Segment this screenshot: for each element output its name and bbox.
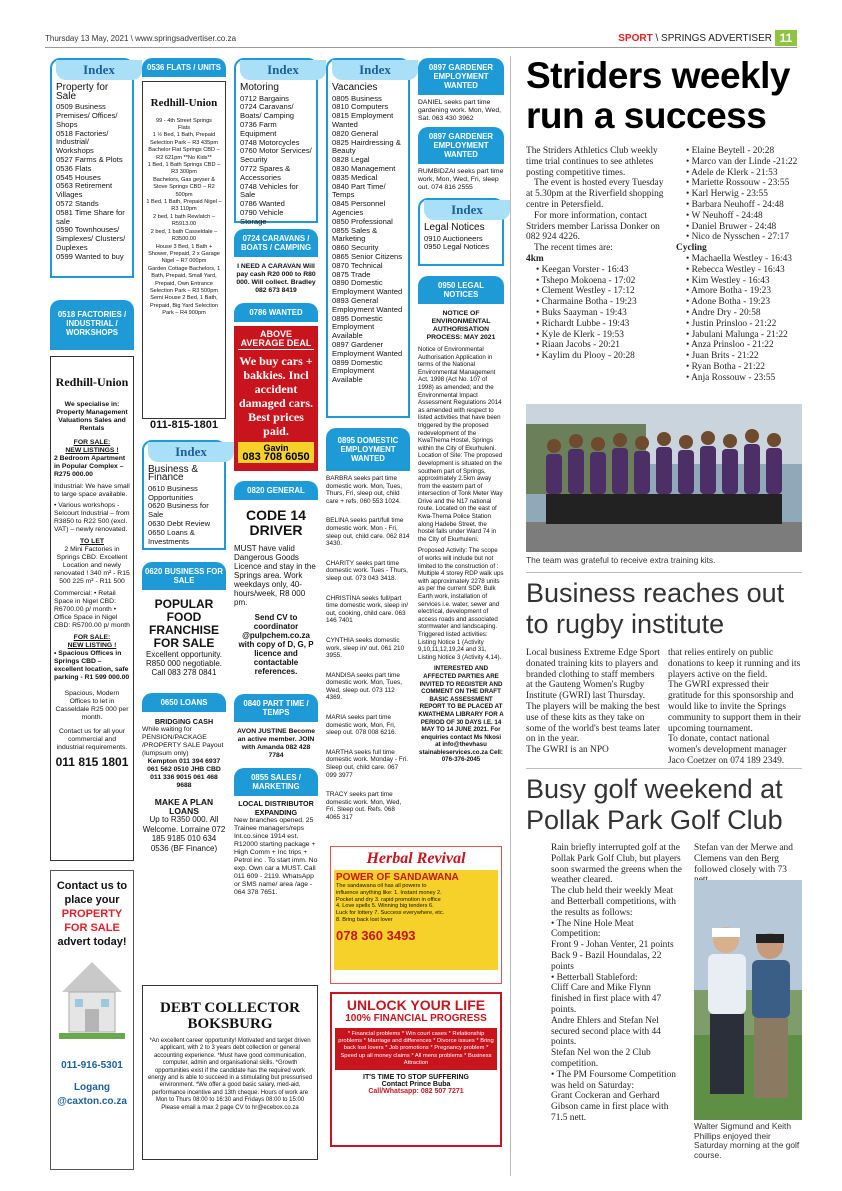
index-item: 0870 Technical: [332, 260, 383, 270]
flats-listings: 99 - 4th Street Springs Flats 1 ½ Bed, 1 Bath, Prepaid Selection Park – R3 435pm Bachelor Flat Springs CBD – R2 621pm **No Kids** 1 Bed, 1 Bath Springs CBD – R3 300pm Bachelors, Gas geyser & Stove Springs CBD – R2 500pm 1 Bed, 1 Bath, Prepaid Nigel – R3 110pm 2 bed, 1 bath Rewlatch – R5913.00 2 bed, 1 bath Casseldale – R3500.00 House 3 Bed, 1 Bath + Shower, Prepaid, 2 x Garage Nigel – R7 000pm Garden Cottage Bachelors, 1 Bath, Prepaid, Small Yard, Prepaid, Own Entrance Selection Park – R3 500pm Semi House 2 Bed, 1 Bath, Prepaid, Big Yard Selection Park – R4 900pm: [146, 117, 222, 317]
result-item: • Tshepo Mokoena - 17:02: [536, 275, 636, 286]
result-item: • Rebecca Westley - 16:43: [686, 264, 785, 275]
result-item: • Jabulani Malunga - 21:22: [686, 329, 788, 340]
column-divider: [510, 56, 511, 1176]
cycling-label: Cycling: [676, 243, 707, 254]
golf-col-left: Rain briefly interrupted golf at the Pollak Park Golf Club, but players soon swarmed the greens when the weather cleared. The club held their weekly Meat and Betterball competitions, with the results as follows: • The Nine Hole Meat Competition: Front 9 - Johan Venter, 21 points Back 9 - Bazil Houndalas, 22 points • Betterball Stableford: Cliff Care and Mike Flynn finished in first place with 47 points. Andre Ehlers and Stefan Nel secured second place with 44 points. Stefan Nel won the 2 Club competition. • The PM Foursome Competition was held on Saturday: Grant Cockeran and Gerhard Gibson came in first place with 71.5 nett.: [551, 843, 682, 1123]
finance-index: [142, 440, 226, 550]
result-item: • Buks Saayman - 19:43: [536, 307, 627, 318]
loans-text: Up to R350 000. All Welcome. Lorraine 072 185 9185 010 634 0536 (BF Finance): [142, 815, 226, 853]
unlock-contact-phone: Call/Whatsapp: 082 507 7271: [368, 1088, 464, 1096]
result-item: • Anja Rossouw - 23:55: [686, 372, 776, 383]
golf-photo-image: [694, 880, 802, 1120]
index-item: 0786 Wanted: [240, 199, 285, 209]
index-tab: Index: [240, 60, 326, 80]
code14-headline: CODE 14 DRIVER: [246, 507, 306, 538]
index-item: 0581 Time Share for sale: [56, 207, 125, 226]
result-item: • Machaella Westley - 16:43: [686, 253, 792, 264]
index-item: 0875 Trade: [332, 269, 371, 279]
debt-collector-ad: [142, 985, 318, 1160]
category-caravans: 0724 CARAVANS / BOATS / CAMPING: [234, 229, 318, 257]
striders-story: [526, 56, 802, 384]
loans-headline: MAKE A PLAN LOANS: [154, 797, 214, 816]
notice-interested: INTERESTED AND AFFECTED PARTIES ARE INVITED TO REGISTER AND COMMENT ON THE DRAFT BASIC ASSESSMENT REPORT TO BE PLACED AT KWATHEMA LIBRARY FOR A PERIOD OF 30 DAYS I.E. 14 MAY TO 14 JUNE 2021. For enquiries contact Ms Nkosi at info@thevhasu stainableservices.co.za Cell: 076-376-2045: [418, 665, 504, 764]
factories-text: 2 Mini Factories in Springs CBD. Excellent Location and newly renovated ! 340 m² - R15 500 225 m² - R11 500: [54, 545, 130, 585]
index-item: 0736 Farm Equipment: [240, 119, 277, 138]
index-item: 0850 Professional: [332, 216, 393, 226]
index-item: 0828 Legal: [332, 155, 370, 165]
index-item: 0509 Business Premises/ Offices/ Shops: [56, 102, 118, 129]
redhill-logo-2: Redhill-Union: [150, 97, 218, 109]
result-item: • Riaan Jacobs - 20:21: [536, 340, 620, 351]
golf-story: [526, 774, 802, 836]
index-item: 0895 Domestic Employment Available: [332, 313, 383, 341]
index-item: 0536 Flats: [56, 163, 92, 173]
rugby-col-left: Local business Extreme Edge Sport donated training kits to players and branded clothing to staff members at the Gauteng Women's Rugby Institute (GWRI) last Thursday. The players will be making the best use of these kits as they take on some of the world's best teams later on in the year. The GWRI is an NPO: [526, 648, 660, 756]
caxton-property-ad: [50, 870, 134, 1170]
vacancies-index: [326, 58, 410, 418]
caxton-text: Contact us to place your: [56, 880, 128, 906]
motoring-index: [234, 58, 318, 226]
index-item: 0630 Debt Review: [148, 518, 211, 528]
modern-offices-text: Spacious, Modern Offices to let in Casseldale R25 000 per month.: [55, 689, 129, 721]
result-item: • Mariette Rossouw - 23:55: [686, 178, 790, 189]
debt-collector-headline: DEBT COLLECTOR BOKSBURG: [160, 1000, 300, 1032]
striders-col-left: [526, 146, 668, 384]
striders-distance: 4km: [526, 253, 544, 264]
index-item: 0830 Management: [332, 163, 396, 173]
index-item: 0899 Domestic Employment Available: [332, 357, 383, 385]
index-tab: Index: [148, 442, 234, 462]
domestic-ad: TRACY seeks part time domestic work. Mon, Wed, Fri. Sleep out. Refs. 068 4065 317: [326, 791, 402, 821]
index-item: 0590 Townhouses/ Simplexes/ Clusters/ Duplexes: [56, 225, 126, 252]
striders-headline: Striders weekly run a success: [526, 55, 790, 136]
index-item: 0545 Houses: [56, 172, 101, 182]
commercial-text: Commercial: • Retail Space in Nigel CBD: R6700.00 p/ month • Office Space in Nigel CBD: R5700.00 p/ month: [54, 589, 130, 629]
caxton-name: Logang: [73, 1082, 111, 1093]
unlock-headline: UNLOCK YOUR LIFE: [346, 997, 486, 1013]
result-item: • Anza Prinsloo - 21:22: [686, 340, 774, 351]
new-listings-label: NEW LISTINGS !: [65, 446, 119, 454]
code14-text: MUST have valid Dangerous Goods Licence and stay in the Springs area. Work weekdays only, 40- hours/week, R8 000 pm.: [234, 544, 316, 607]
result-item: • Karl Herwig - 23:55: [686, 189, 768, 200]
rugby-headline: Business reaches out to rugby institute: [526, 578, 785, 639]
golf-photo-caption: Walter Sigmund and Keith Phillips enjoyed their Saturday morning at the golf course.: [694, 1121, 800, 1160]
striders-para-2: The event is hosted every Tuesday at 5.30pm at the Riverfield shopping centre in Petersfield.: [526, 178, 664, 210]
domestic-ad: BELINA seeks part/full time domestic work. Mon - Fri, sleep out, child care. 062 814 3430.: [326, 517, 410, 548]
redhill-flats-ad: [142, 81, 226, 419]
motoring-index-title: Motoring: [240, 82, 279, 93]
index-item: 0865 Senior Citizens: [332, 251, 403, 261]
redhill-phone: 011 815 1801: [55, 754, 129, 769]
unlock-text: * Financial problems * Win court cases * Relationship problems * Marriage and differences * Divorce issues * Bring back lost lovers * Job promotions * Pregnancy problem * Speed up all money claims * All mens problems * Business Attraction: [335, 1028, 497, 1070]
redhill-phone-2: 011-815-1801: [150, 419, 218, 431]
contact-text: Contact us for all your commercial and industrial requirements.: [56, 727, 128, 751]
classifieds-column-5: [418, 58, 504, 764]
rugby-story: [526, 578, 802, 767]
index-item: 0748 Vehicles for Sale: [240, 181, 299, 200]
notice-activity: Proposed Activity: The scope of works will include but not limited to the construction of : Multiple 4 storey RDP walk ups with approximately 2278 units as per the current SDP, Bulk Earth work, installation of services i.e. water, sewer and electrical, development of access roads and associated stormwater and landscaping. Triggered listed activities: Listing Notice 1 (Activity 9,10,11,12,19,24 and 31, Listing Notice 3 (Activity 4,14).: [418, 547, 504, 661]
caxton-phone: 011-916-5301: [61, 1060, 123, 1071]
rugby-col-right: that relies entirely on public donations to keep it running and its players active on the field. The GWRI expressed their gratitude for this sponsorship and would like to invite the Springs community to support them in their upcoming tournament. To donate, contact national women's development manager Jaco Coetzer on 074 189 2349.: [668, 648, 802, 766]
notice-text: Notice of Environmental Authorisation Application in terms of the National Environmental Management Act, 1998 (Act No. 107 of 1998) as amended; and the Environmental Impact Assessment Regulations 2014 as amended with respect to listed activities that have been triggered by the proposed redevelopment of the KwaThema Hostel, Springs within the City of Ekurhuleni. Location of Site: The proposed development is situated on the southern part of Springs, approximately 2.5km away from the eastern part of intersection of Tonk Meter Way Drive and the N17 national route. Located on the east of Kwa-Thema Police Station along Hadebe Street, the hostel falls under Ward 74 in the City of Ekurhuleni.: [418, 346, 503, 543]
striders-para-4: The recent times are:: [534, 243, 613, 254]
index-item: 0724 Caravans/ Boats/ Camping: [240, 102, 295, 121]
striders-para-3: For more information, contact Striders member Larissa Donker on 082 924 4226.: [526, 210, 660, 243]
golf-headline: Busy golf weekend at Pollak Park Golf Club: [526, 774, 783, 835]
domestic-ad: CHARITY seeks part time domestic work. Tues - Thurs, sleep out. 073 043 3418.: [326, 559, 408, 582]
classifieds-column-1: [50, 58, 134, 1170]
caxton-email: @caxton.co.za: [57, 1096, 127, 1107]
result-item: • Ryan Botha - 21:22: [686, 361, 765, 372]
gardener-ad-rumbidzai: RUMBIDZAI seeks part time work, Mon, Wed, Fri, sleep out. 074 816 2555: [418, 168, 504, 191]
redhill-union-ad: [50, 356, 134, 861]
herbal-revival-ad: [330, 846, 502, 984]
index-item: 0748 Motorcycles: [240, 137, 300, 147]
for-sale-label: FOR SALE:: [73, 438, 111, 446]
index-item: 0840 Part Time/ Temps: [332, 181, 386, 200]
striders-col-right: [676, 146, 802, 384]
category-factories: 0518 FACTORIES / INDUSTRIAL / WORKSHOPS: [50, 300, 134, 350]
listing-text: 2 Bedroom Apartment in Popular Complex – R275 000.00: [54, 454, 126, 478]
index-item: 0518 Factories/ Industrial/ Workshops: [56, 128, 109, 156]
domestic-ad: MANDISA seeks part time domestic work. Mon, Tues, Wed, sleep out. 073 112 4369.: [326, 671, 403, 702]
index-item: 0893 General Employment Wanted: [332, 295, 403, 314]
index-item: 0950 Legal Notices: [424, 242, 490, 252]
house-icon: [57, 957, 127, 1047]
industrial-text: Industrial: We have small to large space available.: [54, 482, 130, 498]
legal-index-list: [424, 235, 498, 253]
result-item: • Daniel Bruwer - 24:48: [686, 221, 777, 232]
unlock-contact-name: Contact Prince Buba: [381, 1081, 451, 1089]
finance-index-title: Business & Finance: [148, 463, 199, 484]
times-list-left: [526, 265, 668, 362]
result-item: • Elaine Beytell - 20:28: [686, 146, 775, 156]
vacancies-index-title: Vacancies: [332, 82, 378, 93]
index-item: 0572 Stands: [56, 198, 99, 208]
vacancies-index-list: [332, 95, 404, 385]
golf-col-right: Stefan van der Merwe and Clemens van den Berg followed closely with 73: [694, 843, 793, 875]
index-item: 0897 Gardener Employment Wanted: [332, 339, 403, 358]
unlock-subheadline: 100% FINANCIAL PROGRESS: [345, 1013, 487, 1024]
team-photo-image: [526, 404, 802, 552]
caxton-property: PROPERTY: [61, 908, 123, 920]
result-item: • Richardt Lubbe - 19:43: [536, 318, 630, 329]
domestic-ad: BARBRA seeks part time domestic work. Mon, Tues, Thurs, Fri, sleep out, child care + refs. 060 553 1024.: [326, 475, 403, 505]
team-photo: [526, 404, 802, 552]
bridging-headline: BRIDGING CASH: [154, 716, 214, 726]
times-list-right: [676, 146, 802, 243]
legal-index: [418, 198, 504, 266]
caxton-for-sale: FOR SALE: [64, 922, 120, 934]
category-wanted: 0786 WANTED: [234, 303, 318, 322]
category-business-for-sale: 0620 BUSINESS FOR SALE: [142, 562, 226, 590]
workshops-text: • Various workshops - Selcourt Industrial – from R3850 to R22 500 (excl. VAT) – newly renovated.: [54, 501, 130, 533]
index-item: 0760 Motor Services/ Security: [240, 146, 312, 165]
specialise-text: We specialise in: Property Management Valuations Sales and Rentals: [56, 400, 128, 432]
result-item: • Justin Prinsloo - 21:22: [686, 318, 777, 329]
redhill-logo: Redhill-Union: [55, 375, 129, 389]
result-item: • Amore Botha - 19:23: [686, 286, 772, 297]
index-item: 0650 Loans & Investments: [148, 527, 195, 546]
result-item: • W Neuhoff - 24:48: [686, 210, 763, 221]
golf-photo: [694, 880, 802, 1120]
franchise-headline: POPULAR FOOD FRANCHISE FOR SALE: [148, 596, 219, 650]
result-item: • Adele de Klerk - 21:53: [686, 167, 778, 178]
category-part-time: 0840 PART TIME / TEMPS: [234, 694, 318, 722]
gardener-ad-daniel: DANIEL seeks part time gardening work. Mon, Wed, Sat. 063 430 3962: [418, 99, 501, 122]
result-item: • Keegan Vorster - 16:43: [536, 264, 629, 275]
header-rule: [45, 47, 797, 48]
index-item: 0790 Vehicle Storage: [240, 207, 284, 226]
index-item: 0825 Hairdressing & Beauty: [332, 137, 401, 156]
herbal-headline: Herbal Revival: [366, 850, 466, 867]
header-section: SPORT \ SPRINGS ADVERTISER: [618, 33, 772, 44]
index-item: 0860 Security: [332, 243, 379, 253]
bridging-text: While waiting for PENSION/PACKAGE /PROPERTY SALE Payout (lumpsum only): [142, 726, 224, 758]
header-date-url: Thursday 13 May, 2021 \ www.springsadvertiser.co.za: [45, 34, 237, 43]
caravan-ad: I NEED A CARAVAN Will pay cash R20 000 to R80 000. Will collect. Bradley 082 673 8419: [236, 263, 316, 294]
wanted-ad-contact: [238, 442, 314, 463]
legal-index-title: Legal Notices: [424, 222, 485, 233]
unlock-your-life-ad: [330, 992, 502, 1147]
index-item: 0845 Personnel Agencies: [332, 199, 386, 217]
index-tab: Index: [332, 60, 418, 80]
distributor-text: New branches opened. 25 Trainee managers/reps Int.co.since 1914 est. R12000 starting package + High Comm + Inc trips + Petrol inc . To start imm. No exp. Own car a MUST. Call 011 609 - 2119. WhatsApp or SMS name/ area /age - 064 378 7651.: [234, 817, 318, 897]
domestic-ads-list: [326, 475, 410, 822]
category-flats: 0536 FLATS / UNITS: [142, 58, 226, 77]
distributor-headline: LOCAL DISTRIBUTOR EXPANDING: [238, 799, 314, 817]
category-gardener-2: 0897 GARDENER EMPLOYMENT WANTED: [418, 127, 504, 164]
cars-wanted-ad: [234, 326, 318, 471]
sandawana-headline: POWER OF SANDAWANA: [336, 872, 459, 883]
result-item: • Barbara Neuhoff - 24:48: [686, 199, 784, 210]
property-index-title: Property for Sale: [56, 82, 109, 102]
index-item: 0563 Retirement Villages: [56, 181, 113, 200]
debt-collector-text: *An excellent career opportunity! Motivated and target driven applicant, with 2 to 3 years debt collection or general accounting experience. *Must have good communication, computer, admin and organisational skills. *Growth opportunities exist if the candidate has the required work energy and is able to succeed in a stimulating but pressurised environment. *We offer a good basic salary, med-aid, performance incentive and 13th cheque. Hours of work are Mon to Thurs 08:00 to 16:30 and Fridays 08:00 to 15:00 Please email a max 2 page CV to hr@ecebox.co.za: [147, 1038, 313, 1111]
new-listing-label-2: NEW LISTING !: [67, 641, 117, 649]
motoring-index-list: [240, 95, 312, 227]
category-loans: 0650 LOANS: [142, 693, 226, 712]
sandawana-box: [334, 870, 498, 970]
result-item: • Juan Brits - 21:22: [686, 351, 759, 362]
franchise-text: Excellent opportunity. R850 000 negotiable. Call 083 278 0841: [145, 649, 223, 677]
team-photo-caption: The team was grateful to receive extra training kits.: [526, 555, 716, 565]
story-divider-1: [526, 572, 802, 573]
bridging-contacts: Kempton 011 394 6937 061 562 0510 JHB CBD 011 336 9015 061 468 9688: [147, 758, 221, 790]
notice-title: NOTICE OF ENVIRONMENTAL AUTHORISATION PROCESS: MAY 2021: [426, 310, 496, 341]
index-item: 0820 General: [332, 128, 379, 138]
sandawana-phone: 078 360 3493: [336, 927, 416, 943]
result-item: • Kim Westley - 16:43: [686, 275, 770, 286]
classifieds-column-2: [142, 58, 226, 853]
striders-body: [526, 146, 802, 384]
for-sale-label-2: FOR SALE:: [73, 633, 111, 641]
caxton-advert-today: advert today!: [57, 936, 127, 948]
sandawana-text: The sandawana oil has all powers to influence anything like: 1. Instant money 2. Pocket and dry 3. rapid promotion in office 4. Love spells 5. Winning big tenders 6. Luck for lottery 7. Success everywhere, etc. 8. Bring back lost lover: [336, 883, 445, 923]
property-index: [50, 58, 134, 278]
result-item: • Marco van der Linde -21:22: [686, 156, 798, 167]
index-item: 0910 Auctioneers: [424, 233, 483, 243]
result-item: • Kyle de Klerk - 19:53: [536, 329, 624, 340]
classifieds-column-3: [234, 58, 318, 897]
domestic-ad: MARIA seeks part time domestic work, Mon, Fri, sleep out. 078 008 6216.: [326, 714, 397, 737]
wanted-ad-body: We buy cars + bakkies. Incl accident damaged cars. Best prices paid.: [239, 354, 313, 439]
index-item: 0855 Sales & Marketing: [332, 225, 378, 244]
category-sales: 0855 SALES / MARKETING: [234, 768, 318, 796]
result-item: • Clement Westley - 17:12: [536, 286, 635, 297]
index-item: 0620 Business for Sale: [148, 501, 209, 520]
domestic-ad: CYNTHIA seeks domestic work, sleep in/ out. 061 210 3955.: [326, 636, 405, 660]
result-item: • Andre Dry - 20:58: [686, 307, 761, 318]
finance-index-list: [148, 485, 220, 547]
unlock-suffer: IT'S TIME TO STOP SUFFERING: [363, 1074, 469, 1082]
index-item: 0527 Farms & Plots: [56, 154, 123, 164]
index-item: 0610 Business Opportunities: [148, 483, 198, 502]
index-item: 0890 Domestic Employment Wanted: [332, 278, 403, 297]
cycling-list: [676, 254, 802, 384]
index-item: 0810 Computers: [332, 102, 389, 112]
result-item: • Kaylim du Plooy - 20:28: [536, 351, 635, 362]
index-tab: Index: [424, 200, 510, 220]
category-legal: 0950 LEGAL NOTICES: [418, 276, 504, 304]
rugby-body: [526, 648, 802, 767]
striders-para-1: The Striders Athletics Club weekly time trial continues to see athletes posting competitive times.: [526, 146, 658, 178]
avon-ad: AVON JUSTINE Become an active member. JOIN with Amanda 082 428 7784: [236, 728, 316, 759]
category-general: 0820 GENERAL: [234, 481, 318, 500]
code14-cv-text: Send CV to coordinator @pulpchem.co.za with copy of D, G, P licence and contactable references.: [238, 613, 314, 676]
index-item: 0815 Employment Wanted: [332, 111, 394, 129]
wanted-ad-name: Gavin: [263, 443, 289, 454]
category-gardener: 0897 GARDENER EMPLOYMENT WANTED: [418, 58, 504, 95]
to-let-label: TO LET: [79, 537, 105, 545]
index-item: 0805 Business: [332, 93, 382, 103]
result-item: • Nico de Nysschen - 27:17: [686, 232, 790, 243]
spacious-text: • Spacious Offices in Springs CBD – excellent location, safe parking - R1 599 000.00: [54, 649, 130, 681]
wanted-ad-header: ABOVE AVERAGE DEAL: [238, 330, 314, 350]
index-tab: Index: [56, 60, 142, 80]
story-divider-2: [526, 768, 802, 769]
category-domestic: 0895 DOMESTIC EMPLOYMENT WANTED: [326, 428, 410, 471]
domestic-ad: MARTHA seeks full time domestic work. Monday - Fri. Sleep out, child care. 067 099 3977: [326, 748, 409, 779]
index-item: 0772 Spares & Accessories: [240, 163, 291, 182]
result-item: • Adone Botha - 19:23: [686, 297, 771, 308]
index-item: 0712 Bargains: [240, 93, 289, 103]
index-item: 0599 Wanted to buy: [56, 251, 124, 261]
page-number: 11: [775, 30, 797, 46]
wanted-ad-phone: 083 708 6050: [242, 450, 310, 463]
index-item: 0835 Medical: [332, 172, 378, 182]
classifieds-column-4: [326, 58, 410, 834]
result-item: • Charmaine Botha - 19:23: [536, 297, 637, 308]
property-index-list: [56, 103, 128, 261]
domestic-ad: CHRISTINA seeks full/part time domestic work, sleep in/ out, cooking, child care. 063 146 7401: [326, 594, 409, 625]
